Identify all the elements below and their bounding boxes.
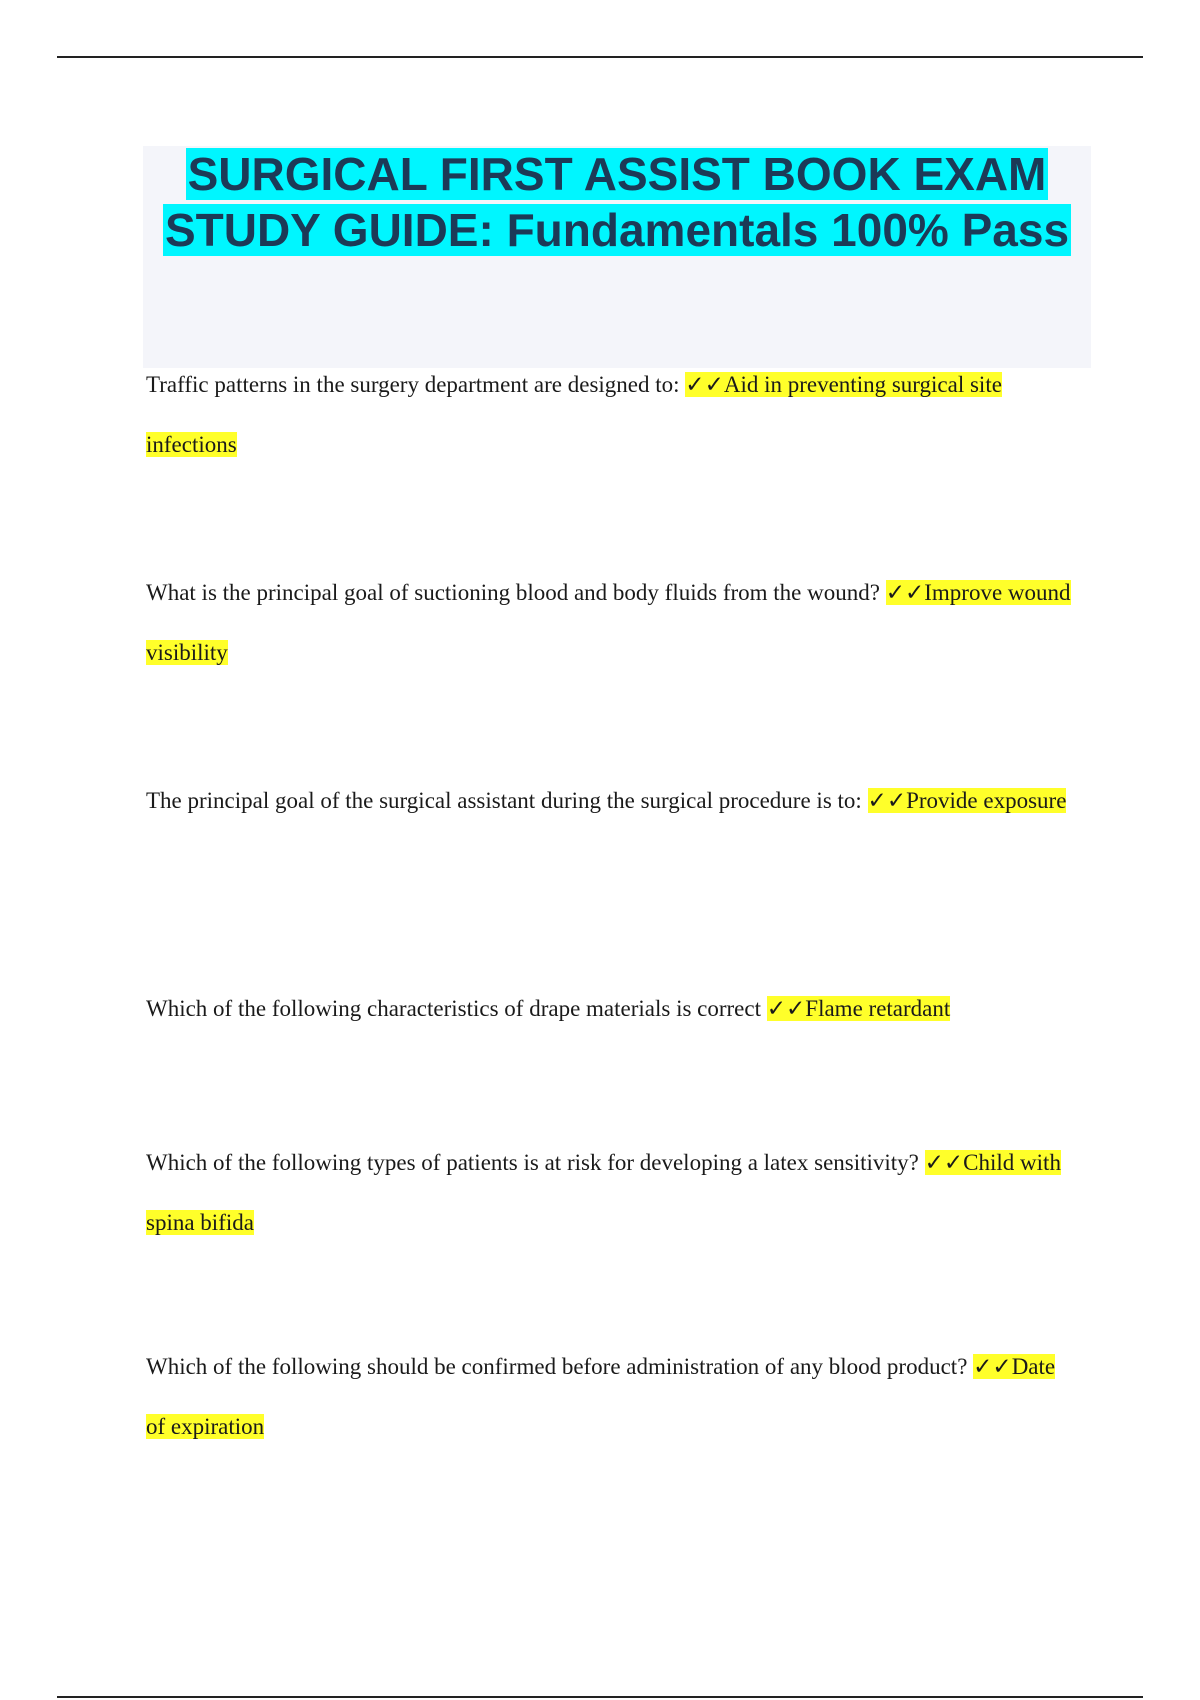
document-title bbox=[143, 146, 1091, 258]
question-text-6: Which of the following should be confirmed before administration of any blood product? bbox=[146, 1354, 974, 1379]
answer-text-2: ✓✓Improve wound visibility bbox=[146, 580, 1071, 665]
answer-text-1: ✓✓Aid in preventing surgical site infections bbox=[146, 372, 1002, 457]
question-text-4: Which of the following characteristics of drape materials is correct bbox=[146, 996, 767, 1021]
document-title-text: SURGICAL FIRST ASSIST BOOK EXAM STUDY GUIDE: Fundamentals 100% Pass bbox=[164, 148, 1070, 256]
qa-item-5 bbox=[146, 1133, 1076, 1253]
header-rule bbox=[57, 56, 1143, 58]
answer-text-4: ✓✓Flame retardant bbox=[766, 996, 951, 1021]
qa-item-2 bbox=[146, 563, 1076, 683]
qa-item-3 bbox=[146, 771, 1076, 831]
footer-rule bbox=[57, 1696, 1143, 1698]
question-text-5: Which of the following types of patients is at risk for developing a latex sensitivity? bbox=[146, 1150, 925, 1175]
qa-item-1 bbox=[146, 355, 1076, 475]
answer-text-5: ✓✓Child with spina bifida bbox=[146, 1150, 1061, 1235]
answer-text-6: ✓✓Date of expiration bbox=[146, 1354, 1056, 1439]
qa-item-4 bbox=[146, 979, 1076, 1039]
answer-text-3: ✓✓Provide exposure bbox=[867, 788, 1067, 813]
question-text-3: The principal goal of the surgical assistant during the surgical procedure is to: bbox=[146, 788, 868, 813]
qa-item-6 bbox=[146, 1337, 1076, 1457]
title-banner bbox=[143, 146, 1091, 368]
question-text-2: What is the principal goal of suctioning blood and body fluids from the wound? bbox=[146, 580, 886, 605]
question-text-1: Traffic patterns in the surgery department are designed to: bbox=[146, 372, 686, 397]
